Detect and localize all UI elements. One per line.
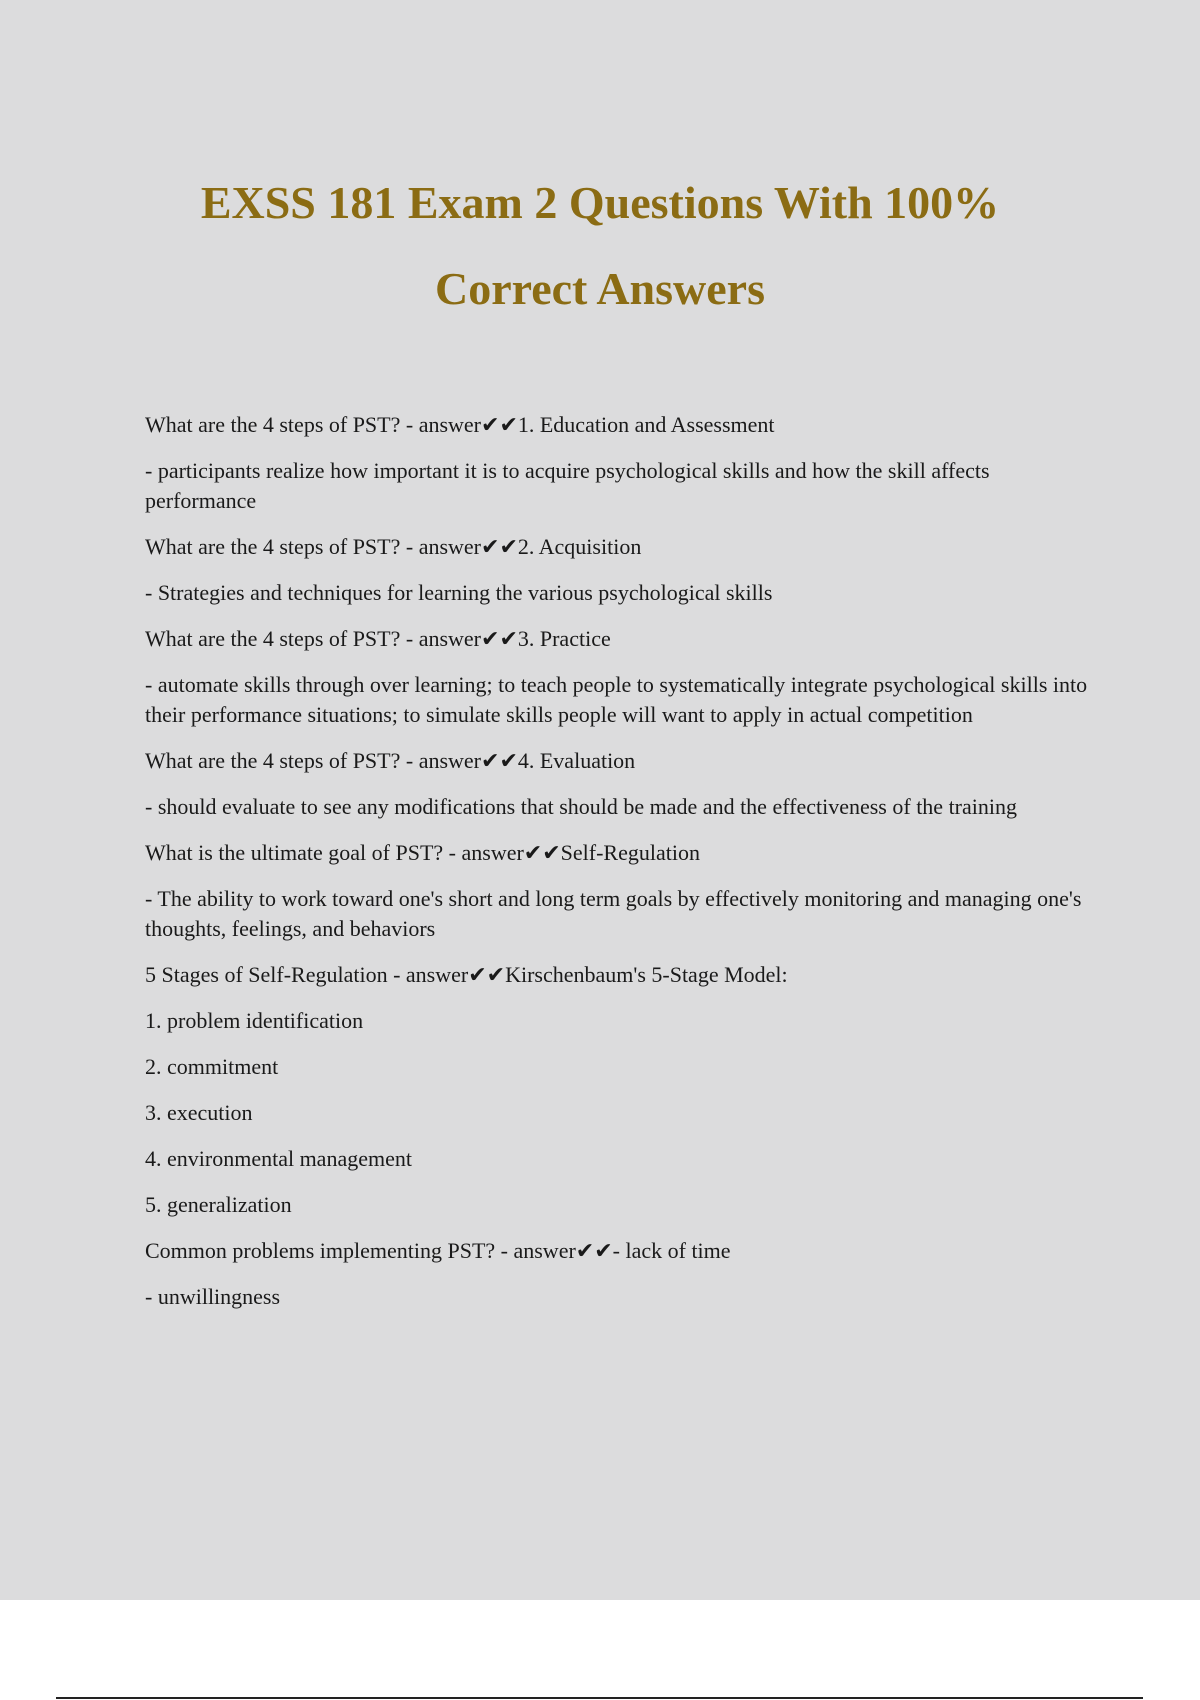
list-item: 5. generalization xyxy=(145,1192,292,1217)
question-paragraph: What is the ultimate goal of PST? - answer✔✔Self-Regulation xyxy=(145,840,700,865)
question-paragraph: What are the 4 steps of PST? - answer✔✔3. Practice xyxy=(145,626,611,651)
footer-divider xyxy=(56,1697,1143,1699)
answer-paragraph: - participants realize how important it is to acquire psychological skills and how the skill affects performance xyxy=(145,458,990,513)
answer-paragraph: - unwillingness xyxy=(145,1284,281,1309)
question-paragraph: 5 Stages of Self-Regulation - answer✔✔Kirschenbaum's 5-Stage Model: xyxy=(145,962,788,987)
question-paragraph: What are the 4 steps of PST? - answer✔✔1. Education and Assessment xyxy=(145,412,775,437)
answer-paragraph: - automate skills through over learning; to teach people to systematically integrate psychological skills into their performance situations; to simulate skills people will want to apply in actual competition xyxy=(145,672,1088,727)
answer-paragraph: - The ability to work toward one's short and long term goals by effectively monitoring and managing one's thoughts, feelings, and behaviors xyxy=(145,886,1082,941)
list-item: 1. problem identification xyxy=(145,1008,364,1033)
question-paragraph: What are the 4 steps of PST? - answer✔✔2. Acquisition xyxy=(145,534,642,559)
title-line-1: EXSS 181 Exam 2 Questions With 100% xyxy=(200,177,1000,228)
document-body xyxy=(145,410,1095,1328)
list-item: 2. commitment xyxy=(145,1054,279,1079)
title-line-2: Correct Answers xyxy=(435,263,765,314)
list-item: 3. execution xyxy=(145,1100,253,1125)
answer-paragraph: - Strategies and techniques for learning the various psychological skills xyxy=(145,580,773,605)
answer-paragraph: - should evaluate to see any modifications that should be made and the effectiveness of the training xyxy=(145,794,1017,819)
list-item: 4. environmental management xyxy=(145,1146,412,1171)
question-paragraph: What are the 4 steps of PST? - answer✔✔4. Evaluation xyxy=(145,748,636,773)
question-paragraph: Common problems implementing PST? - answer✔✔- lack of time xyxy=(145,1238,731,1263)
document-title xyxy=(0,160,1200,332)
